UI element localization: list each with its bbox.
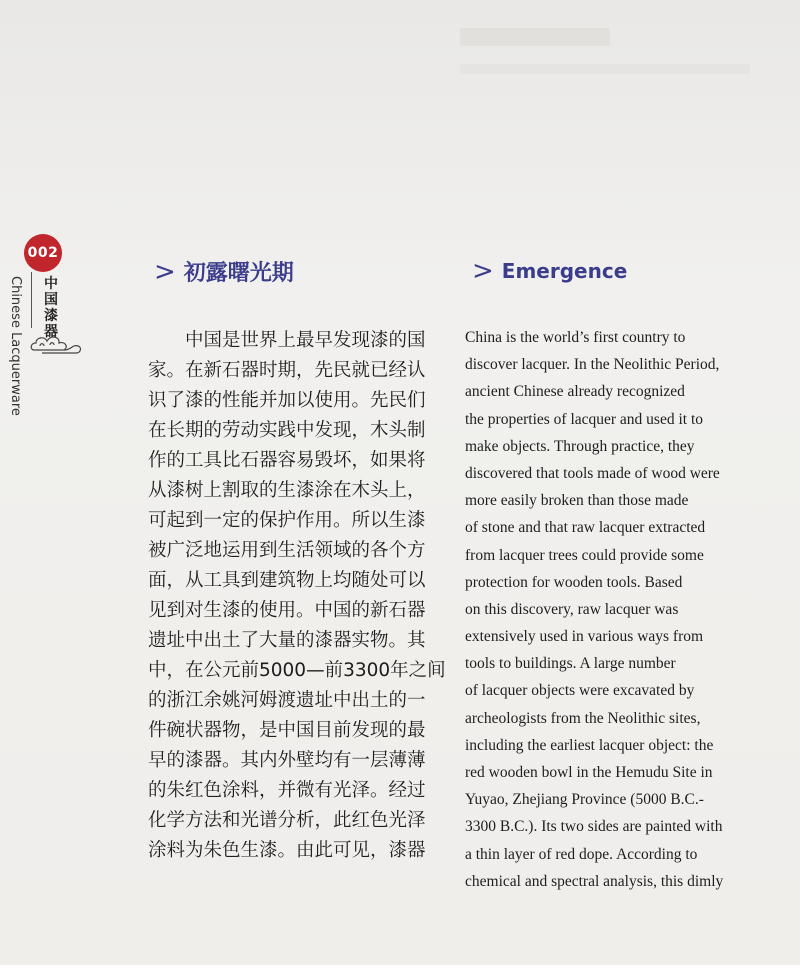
text-line: 在长期的劳动实践中发现，木头制 [148, 420, 426, 441]
text-line: 中，在公元前5000—前3300年之间 [148, 660, 446, 681]
text-line: ancient Chinese already recognized [465, 383, 685, 401]
section-heading-en [472, 256, 627, 286]
text-line: 件碗状器物，是中国目前发现的最 [148, 720, 426, 741]
text-line: extensively used in various ways from [465, 628, 704, 646]
text-line: a thin layer of red dope. According to [465, 845, 698, 863]
body-text-cn [148, 326, 446, 866]
print-through-shadow [460, 64, 750, 74]
book-title-cn: 中国漆器 [44, 276, 58, 340]
text-line: 化学方法和光谱分析，此红色光泽 [148, 810, 426, 831]
text-line: red wooden bowl in the Hemudu Site in [465, 764, 713, 781]
book-title-en: Chinese Lacquerware [8, 276, 23, 416]
text-line: 早的漆器。其内外壁均有一层薄薄 [148, 750, 426, 771]
text-line: 可起到一定的保护作用。所以生漆 [148, 510, 426, 531]
text-line: 面，从工具到建筑物上均随处可以 [148, 570, 426, 591]
text-line: discovered that tools made of wood were [465, 464, 720, 482]
heading-text-cn: 初露曙光期 [183, 260, 294, 286]
text-line: 被广泛地运用到生活领域的各个方 [148, 540, 426, 561]
chevron-right-icon: > [154, 256, 176, 287]
text-line: 识了漆的性能并加以使用。先民们 [148, 390, 426, 411]
text-line: 遗址中出土了大量的漆器实物。其 [148, 630, 426, 651]
body-text-en [465, 324, 747, 895]
text-line: tools to buildings. A large number [465, 655, 676, 673]
text-line: including the earliest lacquer object: the [465, 736, 714, 754]
cloud-scroll-icon [28, 332, 84, 358]
text-line: of stone and that raw lacquer extracted [465, 519, 706, 537]
text-line: from lacquer trees could provide some [465, 546, 704, 564]
text-line: chemical and spectral analysis, this dimly [465, 872, 724, 890]
print-through-shadow [460, 28, 610, 46]
text-line: 的浙江余姚河姆渡遗址中出土的一 [148, 690, 426, 711]
margin-divider [31, 272, 32, 328]
page-number-badge: 002 [24, 234, 62, 272]
text-line: 从漆树上割取的生漆涂在木头上， [148, 480, 426, 501]
text-line: of lacquer objects were excavated by [465, 682, 695, 700]
text-line: protection for wooden tools. Based [465, 573, 683, 591]
text-line: Yuyao, Zhejiang Province (5000 B.C.- [465, 791, 704, 809]
chevron-right-icon: > [472, 256, 494, 286]
section-heading-cn [154, 256, 294, 287]
text-line: China is the world’s first country to [465, 329, 686, 346]
heading-text-en: Emergence [501, 259, 628, 283]
text-line: archeologists from the Neolithic sites, [465, 709, 701, 727]
text-line: on this discovery, raw lacquer was [465, 600, 679, 618]
text-line: make objects. Through practice, they [465, 437, 695, 455]
text-line: discover lacquer. In the Neolithic Period, [465, 356, 720, 374]
text-line: 见到对生漆的使用。中国的新石器 [148, 600, 426, 621]
text-line: 的朱红色涂料，并微有光泽。经过 [148, 780, 426, 801]
text-line: more easily broken than those made [465, 492, 689, 510]
text-line: 作的工具比石器容易毁坏，如果将 [148, 450, 426, 471]
text-line: 涂料为朱色生漆。由此可见，漆器 [148, 840, 426, 861]
text-line: the properties of lacquer and used it to [465, 410, 704, 428]
text-line: 3300 B.C.). Its two sides are painted with [465, 818, 723, 836]
book-title-en-wrapper [5, 276, 25, 416]
text-line: 家。在新石器时期，先民就已经认 [148, 360, 426, 381]
text-line: 中国是世界上最早发现漆的国 [185, 330, 426, 351]
